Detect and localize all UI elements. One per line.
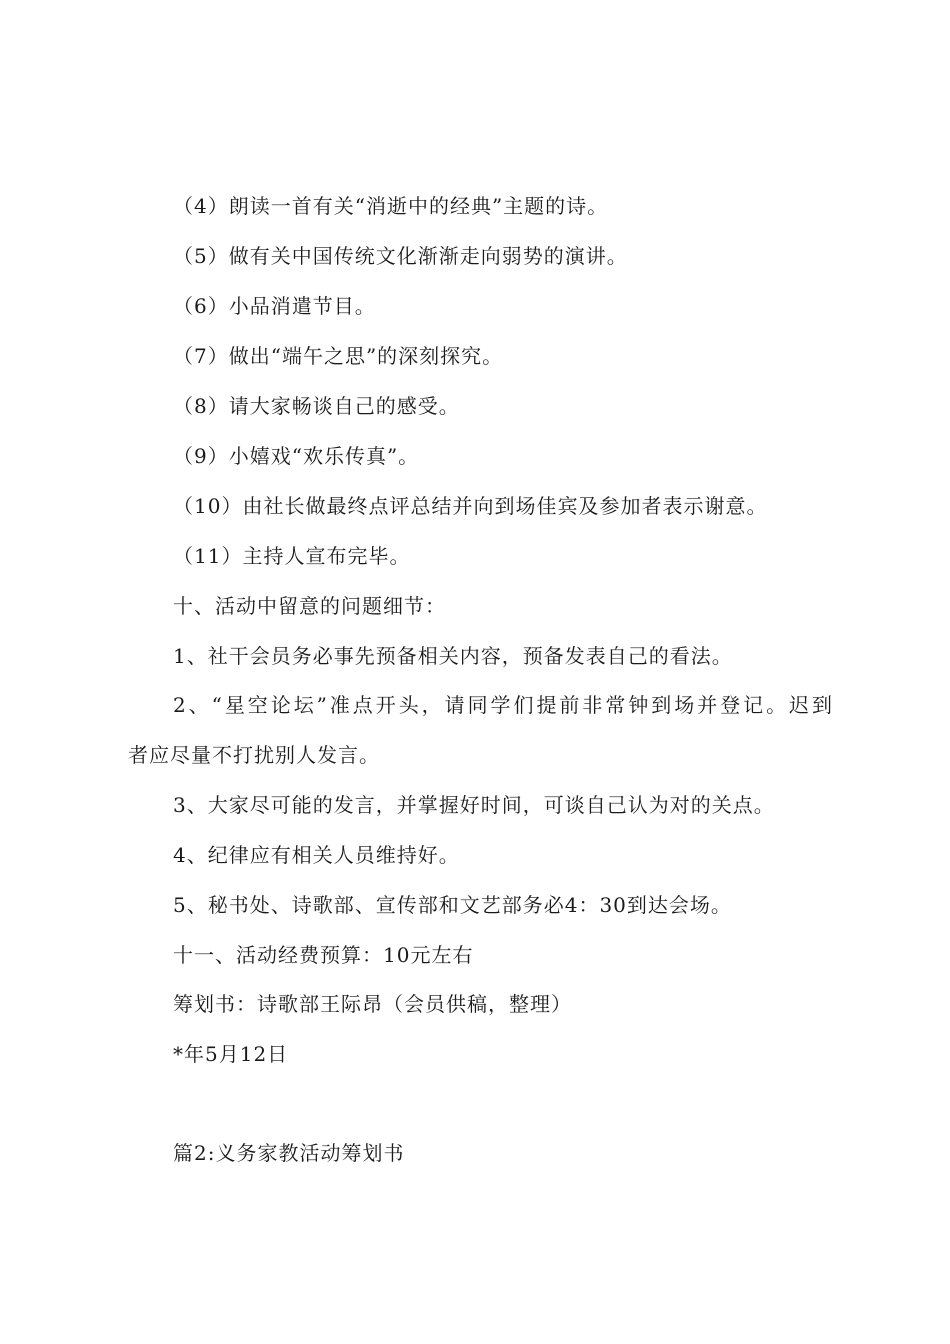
document-date: *年5月12日 bbox=[173, 1042, 289, 1066]
step-8: （8）请大家畅谈自己的感受。 bbox=[173, 394, 460, 418]
note-5: 5、秘书处、诗歌部、宣传部和文艺部务必4：30到达会场。 bbox=[173, 893, 732, 917]
step-5: （5）做有关中国传统文化渐渐走向弱势的演讲。 bbox=[173, 244, 628, 268]
step-6: （6）小品消遣节目。 bbox=[173, 294, 376, 318]
step-11: （11）主持人宣布完毕。 bbox=[173, 544, 411, 568]
step-10: （10）由社长做最终点评总结并向到场佳宾及参加者表示谢意。 bbox=[173, 494, 768, 518]
note-2-line-2: 者应尽量不打扰别人发言。 bbox=[128, 743, 380, 767]
note-3: 3、大家尽可能的发言，并掌握好时间，可谈自己认为对的关点。 bbox=[173, 793, 775, 817]
step-4: （4）朗读一首有关“消逝中的经典”主题的诗。 bbox=[173, 194, 609, 218]
planner-credit: 筹划书：诗歌部王际昂（会员供稿，整理） bbox=[173, 992, 572, 1016]
note-1: 1、社干会员务必事先预备相关内容，预备发表自己的看法。 bbox=[173, 644, 733, 668]
step-9: （9）小嬉戏“欢乐传真”。 bbox=[173, 444, 420, 468]
section-ten-heading: 十、活动中留意的问题细节： bbox=[173, 594, 446, 618]
step-7: （7）做出“端午之思”的深刻探究。 bbox=[173, 344, 504, 368]
section-eleven-budget: 十一、活动经费预算：10元左右 bbox=[173, 943, 474, 967]
next-article-title: 篇2:义务家教活动筹划书 bbox=[173, 1141, 405, 1165]
note-2-line-1: 2、“星空论坛”准点开头，请同学们提前非常钟到场并登记。迟到 bbox=[173, 693, 833, 717]
note-4: 4、纪律应有相关人员维持好。 bbox=[173, 843, 460, 867]
